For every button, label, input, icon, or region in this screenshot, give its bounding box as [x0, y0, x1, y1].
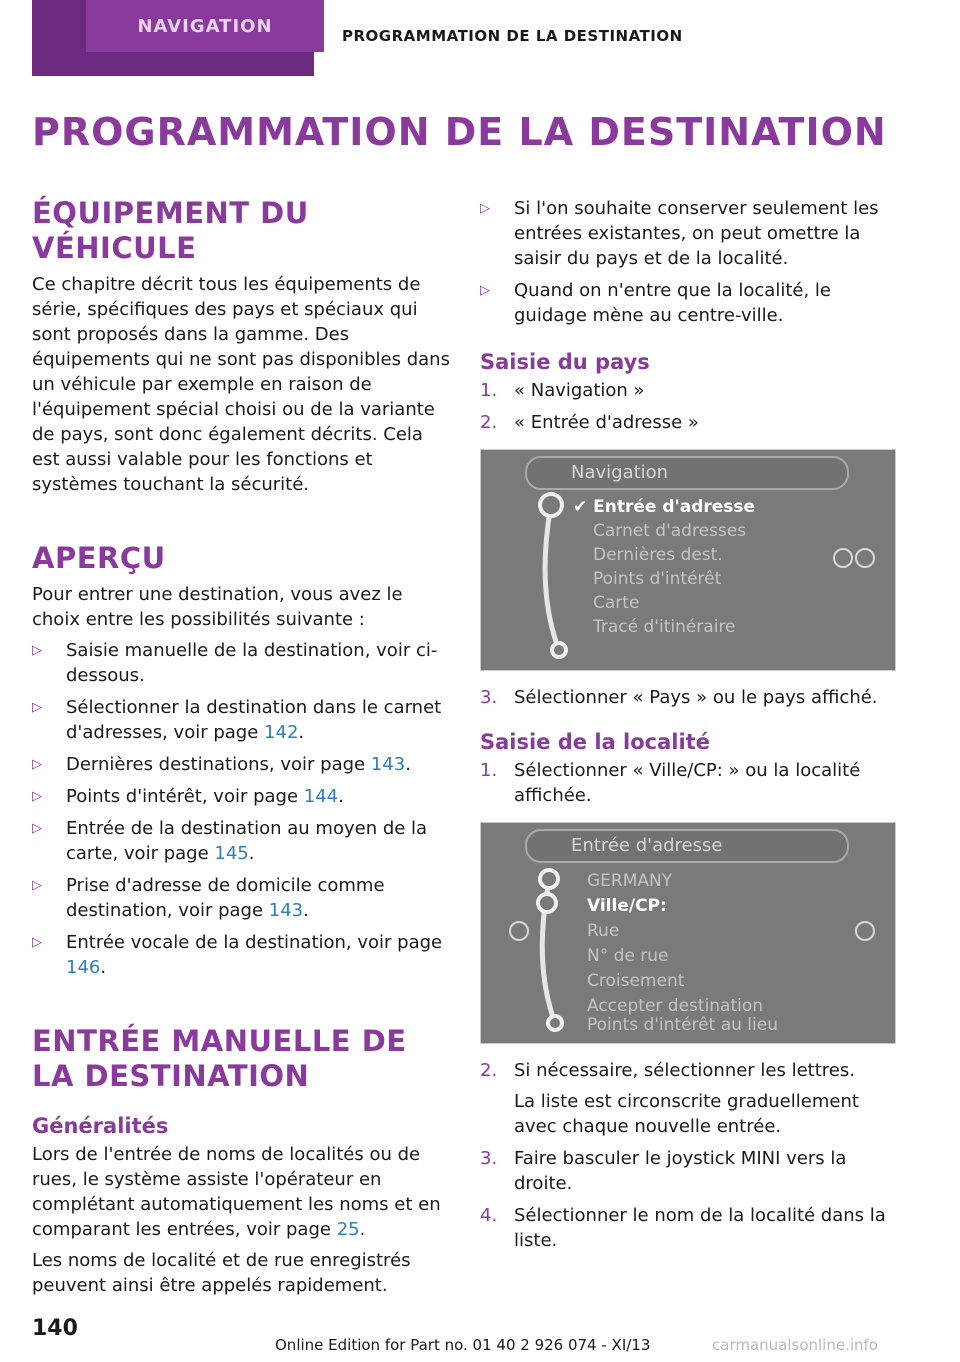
chapter-tab-label: NAVIGATION: [86, 0, 324, 52]
page-link[interactable]: 146: [66, 957, 101, 978]
address-field: Croisement: [587, 971, 685, 991]
overview-heading: APERÇU: [32, 541, 166, 575]
watermark: carmanualsonline.info: [712, 1336, 878, 1354]
page-link[interactable]: 142: [264, 722, 299, 743]
step-item: 4. Sélectionner le nom de la localité dans la liste.: [480, 1205, 886, 1251]
locality-steps: [480, 758, 900, 808]
address-title: Entrée d'adresse: [571, 835, 723, 856]
address-field: Points d'intérêt au lieu: [587, 1015, 778, 1035]
option-item: ▷ Dernières destinations, voir page 143.: [32, 752, 450, 777]
left-column: [32, 196, 450, 1304]
general-text-2: Les noms de localité et de rue enregistrés peuvent ainsi être appelés rapidement.: [32, 1250, 411, 1296]
manual-entry-heading: ENTRÉE MANUELLE DE LA DESTINATION: [32, 1024, 407, 1093]
address-field: Rue: [587, 921, 620, 941]
step-item: 1. « Navigation »: [480, 380, 645, 401]
menu-item: Dernières dest.: [593, 545, 723, 565]
menu-item: Carte: [593, 593, 640, 613]
locality-steps-cont: [480, 1058, 900, 1253]
address-field: GERMANY: [587, 871, 673, 891]
right-column: [480, 196, 900, 1260]
menu-item: Tracé d'itinéraire: [593, 617, 736, 637]
country-heading: Saisie du pays: [480, 350, 650, 374]
equipment-text: Ce chapitre décrit tous les équipements de série, spécifiques des pays et spéciaux qui sont proposés dans la gamme. Des équipements qui ne sont pas disponibles dans un véhicule par exemple en raison de l'équipement spécial choisi ou de la variante de pays, sont donc également décrits. Cela est aussi valable pour les fonctions et systèmes touchant la sécurité.: [32, 274, 450, 495]
general-text: Lors de l'entrée de noms de localités ou de rues, le système assiste l'opérateur en complétant automatiquement les noms et en comparant les entrées, voir page 25.: [32, 1144, 441, 1240]
page-link[interactable]: 145: [214, 843, 249, 864]
menu-item-selected: ✔ Entrée d'adresse: [573, 497, 756, 517]
country-steps: [480, 378, 900, 435]
note-item: ▷ Quand on n'entre que la localité, le guidage mène au centre-ville.: [480, 278, 900, 328]
note-list: [480, 196, 900, 328]
option-item: ▷ Entrée de la destination au moyen de la carte, voir page 145.: [32, 816, 450, 866]
country-steps-cont: [480, 685, 900, 710]
option-list: [32, 638, 450, 980]
general-heading: Généralités: [32, 1114, 169, 1138]
menu-item: Carnet d'adresses: [593, 521, 747, 541]
edition-footer: Online Edition for Part no. 01 40 2 926 074 - XI/13: [275, 1336, 651, 1354]
page-number: 140: [32, 1316, 78, 1341]
menu-item: Points d'intérêt: [593, 569, 722, 589]
address-entry-screenshot: [480, 822, 896, 1044]
chapter-tab: [32, 0, 314, 76]
step-item: 2. Si nécessaire, sélectionner les lettres. La liste est circonscrite graduellement avec chaque nouvelle entrée.: [480, 1058, 900, 1139]
option-item: ▷ Entrée vocale de la destination, voir page 146.: [32, 930, 450, 980]
page-title: PROGRAMMATION DE LA DESTINATION: [32, 110, 887, 154]
option-item: ▷ Points d'intérêt, voir page 144.: [32, 784, 450, 809]
step-item: 2. « Entrée d'adresse »: [480, 412, 699, 433]
step-item: 3. Sélectionner « Pays » ou le pays affiché.: [480, 687, 878, 708]
page-link[interactable]: 25: [336, 1219, 360, 1240]
note-item: ▷ Si l'on souhaite conserver seulement les entrées existantes, on peut omettre la saisir du pays et de la localité.: [480, 196, 900, 271]
equipment-heading: ÉQUIPEMENT DU VÉHICULE: [32, 196, 309, 265]
address-field-selected: Ville/CP:: [587, 896, 667, 916]
step-item: 3. Faire basculer le joystick MINI vers la droite.: [480, 1148, 847, 1194]
step-note: La liste est circonscrite graduellement avec chaque nouvelle entrée.: [514, 1091, 859, 1137]
navigation-menu-screenshot: [480, 449, 896, 671]
option-item: ▷ Sélectionner la destination dans le carnet d'adresses, voir page 142.: [32, 695, 450, 745]
address-field: Accepter destination: [587, 996, 764, 1016]
menu-title: Navigation: [571, 462, 669, 483]
page-link[interactable]: 143: [370, 754, 406, 775]
option-item: ▷ Saisie manuelle de la destination, voir ci-dessous.: [32, 638, 450, 688]
step-item: 1. Sélectionner « Ville/CP: » ou la localité affichée.: [480, 760, 861, 806]
address-field: N° de rue: [587, 946, 669, 966]
running-title: PROGRAMMATION DE LA DESTINATION: [342, 27, 683, 45]
overview-text: Pour entrer une destination, vous avez le choix entre les possibilités suivante :: [32, 584, 403, 630]
locality-heading: Saisie de la localité: [480, 730, 710, 754]
option-item: ▷ Prise d'adresse de domicile comme destination, voir page 143.: [32, 873, 450, 923]
page-link[interactable]: 144: [303, 786, 339, 807]
page-link[interactable]: 143: [268, 900, 304, 921]
